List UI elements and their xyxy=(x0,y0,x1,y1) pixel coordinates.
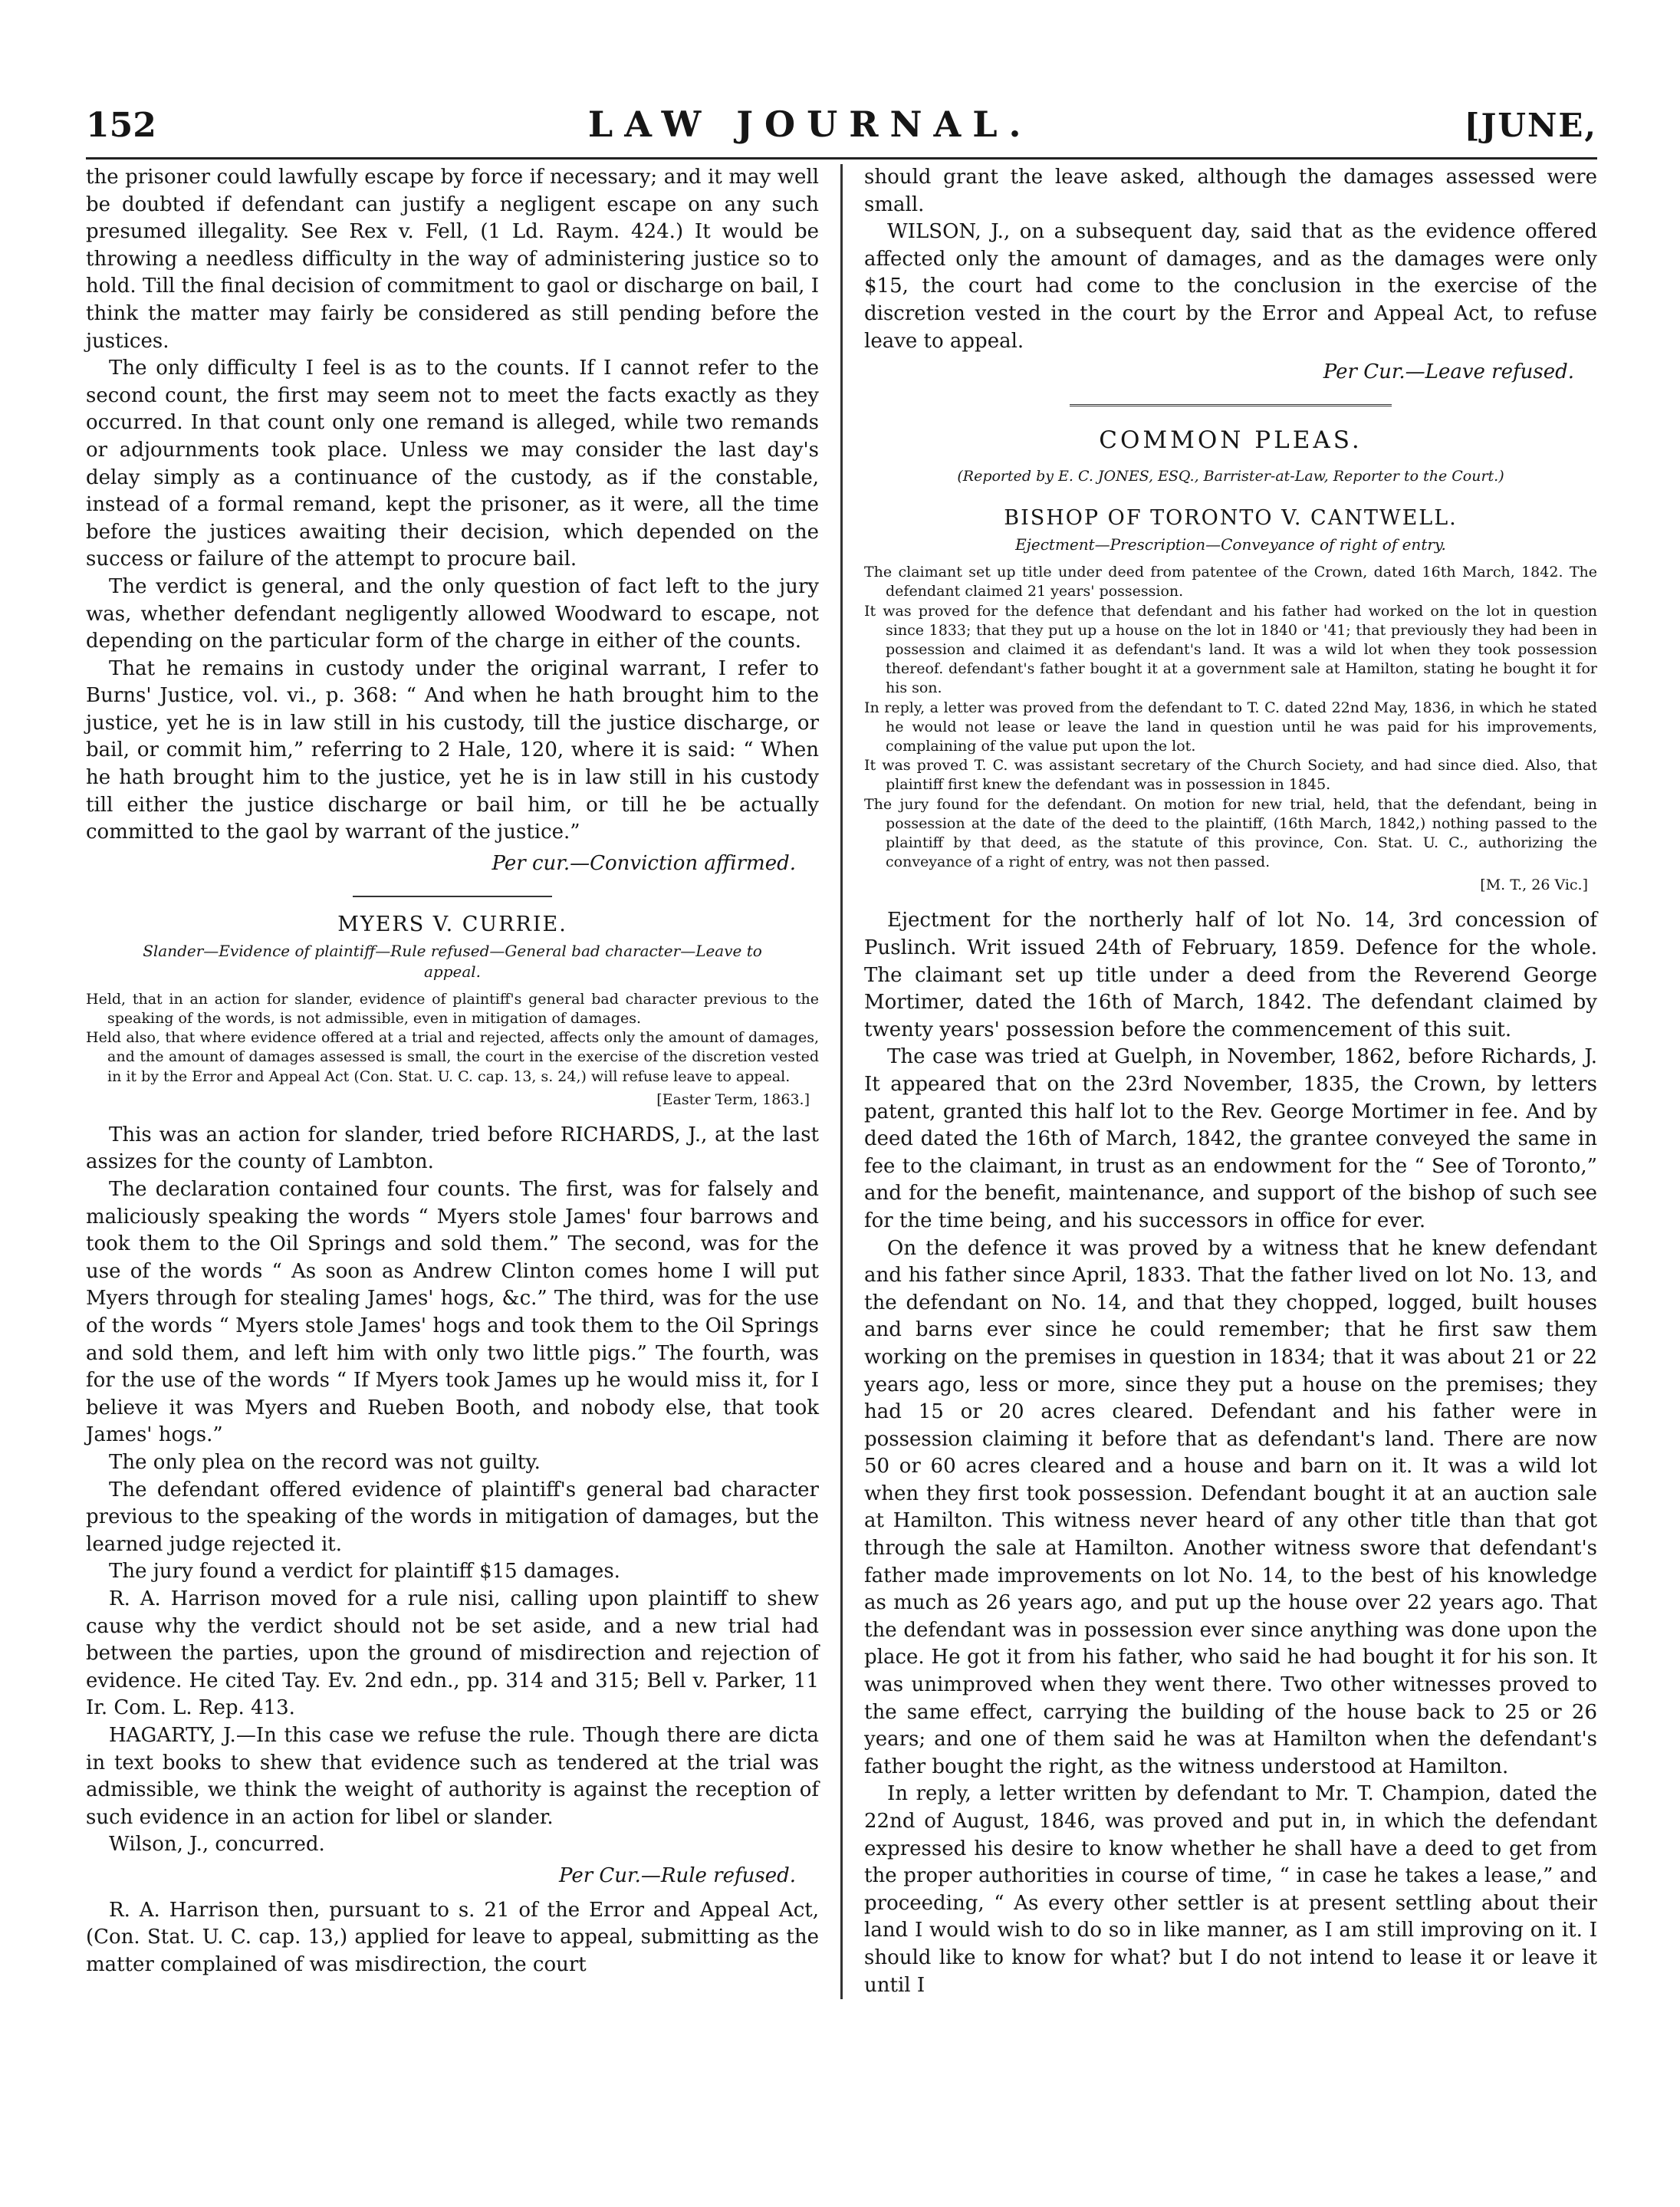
headnote: It was proved for the defence that defendant and his father had worked on the lot in question since 1833; that they put up a house on the lot in 1840 or '41; that previously they had been in possession and claimed it as defendant's land. It was a wild lot when they took possession thereof. defendant's father bought it at a government sale at Hamilton, stating he bought it for his son. xyxy=(864,602,1597,697)
page-columns xyxy=(86,157,1597,1999)
case-subject-line: Ejectment—Prescription—Conveyance of right of entry. xyxy=(1015,535,1446,554)
paragraph: In reply, a letter written by defendant to Mr. T. Champion, dated the 22nd of August, 1846, was proved and put in, in which the defendant expressed his desire to know whether he shall have a deed to get from the proper authorities in course of time, “ in case he takes a lease,” and proceeding, “ As every other settler is at present settling about their land I would wish to do so in like manner, as I am still improving on it. I should like to know for what? but I do not intend to lease it or leave it until I xyxy=(864,1782,1597,1997)
paragraph: That he remains in custody under the original warrant, I refer to Burns' Justice, vol. vi., p. 368: “ And when he hath brought him to the justice, yet he is in law still in his custody, till the justice discharge, or bail, or commit him,” referring to 2 Hale, 120, where it is said: “ When he hath brought him to the justice, yet he is in law still in his custody till either the justice discharge or bail him, or till he be actually committed to the gaol by warrant of the justice.” xyxy=(86,656,819,844)
judgment-signoff: Per Cur.—Leave refused. xyxy=(1323,360,1574,384)
column-rule xyxy=(840,164,843,1999)
case-title: MYERS V. CURRIE. xyxy=(337,912,567,936)
right-column xyxy=(864,164,1597,1999)
paragraph: The declaration contained four counts. The first, was for falsely and maliciously speaking the words “ Myers stole James' four barrows and took them to the Oil Springs and sold them.” The second, was for the use of the words “ As soon as Andrew Clinton comes home I will put Myers through for stealing James' hogs, &c.” The third, was for the use of the words “ Myers stole James' hogs and took them to the Oil Springs and sold them, and left him with only two little pigs.” The fourth, was for the use of the words “ If Myers took James up he would miss it, for I believe it was Myers and Rueben Booth, and nobody else, that took James' hogs.” xyxy=(86,1178,819,1447)
term-citation: [M. T., 26 Vic.] xyxy=(1480,877,1588,894)
reporter-line: (Reported by E. C. JONES, ESQ., Barrister-at-Law, Reporter to the Court.) xyxy=(957,468,1504,485)
left-column xyxy=(86,164,819,1979)
paragraph: The jury found a verdict for plaintiff $15 damages. xyxy=(109,1560,620,1584)
headnote: The jury found for the defendant. On motion for new trial, held, that the defendant, being in possession at the date of the deed to the plaintiff, (16th March, 1842,) nothing passed to the plaintiff by that deed, as the statute of this province, Con. Stat. U. C., authorizing the conveyance of a right of entry, was not then passed. xyxy=(864,795,1597,871)
paragraph: WILSON, J., on a subsequent day, said that as the evidence offered affected only the amount of damages, and as the damages were only $15, the court had come to the conclusion in the exercise of the discretion vested in the court by the Error and Appeal Act, to refuse leave to appeal. xyxy=(864,220,1597,353)
headnote: In reply, a letter was proved from the defendant to T. C. dated 22nd May, 1836, in which he stated he would not lease or leave the land in question until he was paid for his improvements, complaining of the value put upon the lot. xyxy=(864,699,1597,755)
page-number: 152 xyxy=(86,106,156,145)
paragraph: The only difficulty I feel is as to the counts. If I cannot refer to the second count, the first may seem not to meet the facts exactly as they occurred. In that count only one remand is alleged, while two remands or adjournments took place. Unless we may consider the last day's delay simply as a continuance of the custody, as if the constable, instead of a formal remand, kept the prisoner, as it were, all the time before the justices awaiting their decision, which depended on the success or failure of the attempt to procure bail. xyxy=(86,357,819,571)
headnote: Held also, that where evidence offered at a trial and rejected, affects only the amount of damages, and the amount of damages assessed is small, the court in the exercise of the discretion vested in it by the Error and Appeal Act (Con. Stat. U. C. cap. 13, s. 24,) will refuse leave to appeal. xyxy=(86,1029,819,1085)
paragraph: The verdict is general, and the only question of fact left to the jury was, whether defendant negligently allowed Woodward to escape, not depending on the particular form of the charge in either of the counts. xyxy=(86,574,819,653)
paragraph: R. A. Harrison moved for a rule nisi, calling upon plaintiff to shew cause why the verdict should not be set aside, and a new trial had between the parties, upon the ground of misdirection and rejection of evidence. He cited Tay. Ev. 2nd edn., pp. 314 and 315; Bell v. Parker, 11 Ir. Com. L. Rep. 413. xyxy=(86,1587,819,1720)
paragraph: Wilson, J., concurred. xyxy=(109,1833,325,1857)
paragraph: The case was tried at Guelph, in November, 1862, before Richards, J. It appeared that on the 23rd November, 1835, the Crown, by letters patent, granted this half lot to the Rev. George Mortimer in fee. And by deed dated the 16th of March, 1842, the grantee conveyed the same in fee to the claimant, in trust as an endowment for the “ See of Toronto,” and for the benefit, maintenance, and support of the bishop of such see for the time being, and his successors in office for ever. xyxy=(864,1045,1597,1232)
paragraph: The only plea on the record was not guilty. xyxy=(109,1450,541,1474)
paragraph: The defendant offered evidence of plaintiff's general bad character previous to the speaking of the words in mitigation of damages, but the learned judge rejected it. xyxy=(86,1478,819,1556)
paragraph: HAGARTY, J.—In this case we refuse the rule. Though there are dicta in text books to shew that evidence such as tendered at the trial was admissible, we think the weight of authority is against the reception of such evidence in an action for libel or slander. xyxy=(86,1723,819,1829)
headnote: It was proved T. C. was assistant secretary of the Church Society, and had since died. Also, that plaintiff first knew the defendant was in possession in 1845. xyxy=(864,757,1597,794)
paragraph: R. A. Harrison then, pursuant to s. 21 of the Error and Appeal Act, (Con. Stat. U. C. cap. 13,) applied for leave to appeal, submitting as the matter complained of was misdirection, the court xyxy=(86,1898,819,1977)
section-divider xyxy=(1070,404,1392,409)
page-header xyxy=(86,104,1597,150)
paragraph: On the defence it was proved by a witness that he knew defendant and his father since April, 1833. That the father lived on lot No. 13, and the defendant on No. 14, and that they chopped, logged, built houses and barns ever since he could remember; that he first saw them working on the premises in question in 1834; that it was about 21 or 22 years ago, less or more, since they put a house on the premises; they had 15 or 20 acres cleared. Defendant and his father were in possession claiming it before that as defendant's land. There are now 50 or 60 acres cleared and a house and barn on it. It was a wild lot when they first took possession. Defendant bought it at an auction sale at Hamilton. This witness never heard of any other title than that got through the sale at Hamilton. Another witness swore that defendant's father made improvements on lot No. 14, to the best of his knowledge as much as 26 years ago, and put up the house over 22 years ago. That the defendant was in possession ever since anything was done upon the place. He got it from his father, who said he had bought it for his son. It was unimproved when they went there. Two other witnesses proved to the same effect, carrying the building of the house back to 25 or 26 years; and one of them said he was at Hamilton when the defendant's father bought the right, as the witness understood at Hamilton. xyxy=(864,1236,1597,1778)
judgment-signoff: Per cur.—Conviction affirmed. xyxy=(492,851,796,875)
judgment-signoff: Per Cur.—Rule refused. xyxy=(559,1863,796,1887)
paragraph: should grant the leave asked, although the damages assessed were small. xyxy=(864,166,1597,216)
section-divider xyxy=(353,896,552,897)
case-subject-line: Slander—Evidence of plaintiff—Rule refused—General bad character—Leave to appeal. xyxy=(143,941,762,981)
paragraph: This was an action for slander, tried before RICHARDS, J., at the last assizes for the county of Lambton. xyxy=(86,1123,819,1174)
paragraph: Ejectment for the northerly half of lot No. 14, 3rd concession of Puslinch. Writ issued 24th of February, 1859. Defence for the whole. The claimant set up title under a deed from the Reverend George Mortimer, dated the 16th of March, 1842. The defendant claimed by twenty years' possession before the commencement of this suit. xyxy=(864,909,1597,1041)
headnote: Held, that in an action for slander, evidence of plaintiff's general bad character previous to the speaking of the words, is not admissible, even in mitigation of damages. xyxy=(86,990,819,1028)
headnote: The claimant set up title under deed from patentee of the Crown, dated 16th March, 1842. The defendant claimed 21 years' possession. xyxy=(864,564,1597,600)
issue-month: [JUNE, xyxy=(1464,107,1597,144)
term-citation: [Easter Term, 1863.] xyxy=(656,1090,810,1108)
journal-title: LAW JOURNAL. xyxy=(587,104,1033,145)
case-title: BISHOP OF TORONTO V. CANTWELL. xyxy=(1004,506,1458,531)
court-heading: COMMON PLEAS. xyxy=(1099,426,1363,455)
paragraph: the prisoner could lawfully escape by force if necessary; and it may well be doubted if defendant can justify a negligent escape on any such presumed illegality. See Rex v. Fell, (1 Ld. Raym. 424.) It would be throwing a needless difficulty in the way of administering justice so to hold. Till the final decision of commitment to gaol or discharge on bail, I think the matter may fairly be considered as still pending before the justices. xyxy=(86,166,819,353)
